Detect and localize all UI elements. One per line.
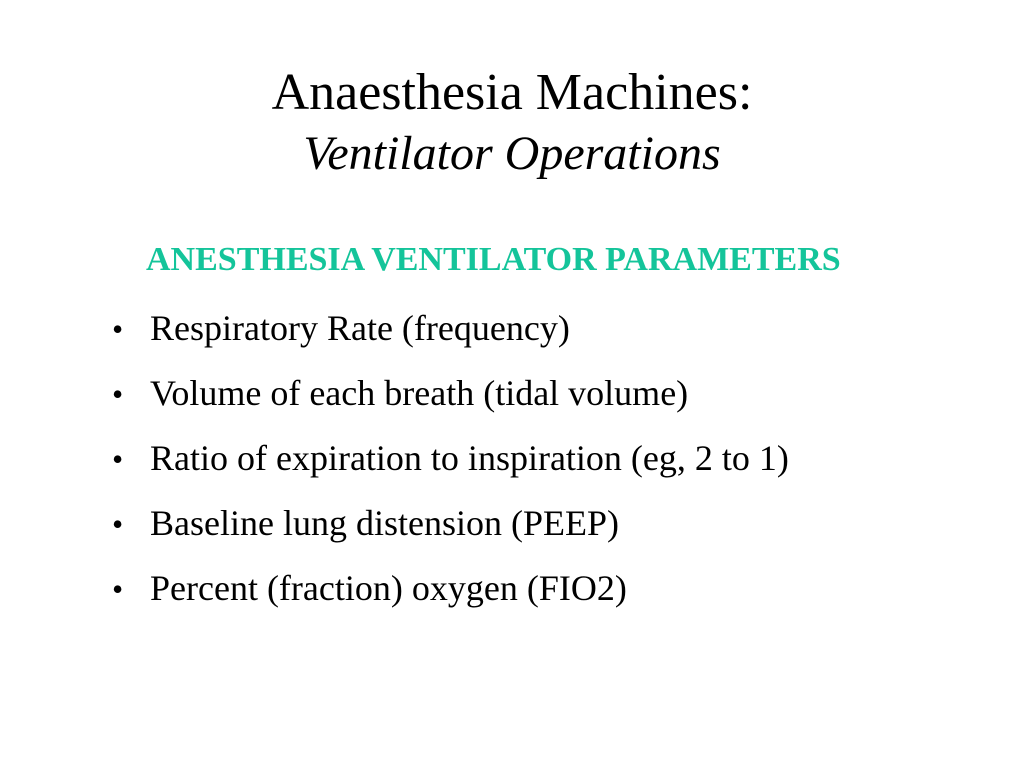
bullet-icon: • [112,506,124,542]
bullet-icon: • [112,376,124,412]
bullet-text: Baseline lung distension (PEEP) [150,503,619,543]
bullet-text: Volume of each breath (tidal volume) [150,373,689,413]
list-item [112,499,1002,564]
bullet-icon: • [112,441,124,477]
list-item [112,369,1002,434]
section-heading: ANESTHESIA VENTILATOR PARAMETERS [146,241,841,278]
list-item [112,434,1002,499]
slide-title: Anaesthesia Machines: [271,64,753,121]
bullet-text: Respiratory Rate (frequency) [150,308,570,348]
bullet-icon: • [112,571,124,607]
list-item [112,304,1002,369]
bullet-text: Ratio of expiration to inspiration (eg, 2 to 1) [150,438,789,478]
bullet-icon: • [112,311,124,347]
bullet-text: Percent (fraction) oxygen (FIO2) [150,568,627,608]
list-item [112,564,1002,629]
title-block [0,62,1024,184]
bullet-list [112,304,1002,629]
slide-subtitle: Ventilator Operations [303,127,721,180]
